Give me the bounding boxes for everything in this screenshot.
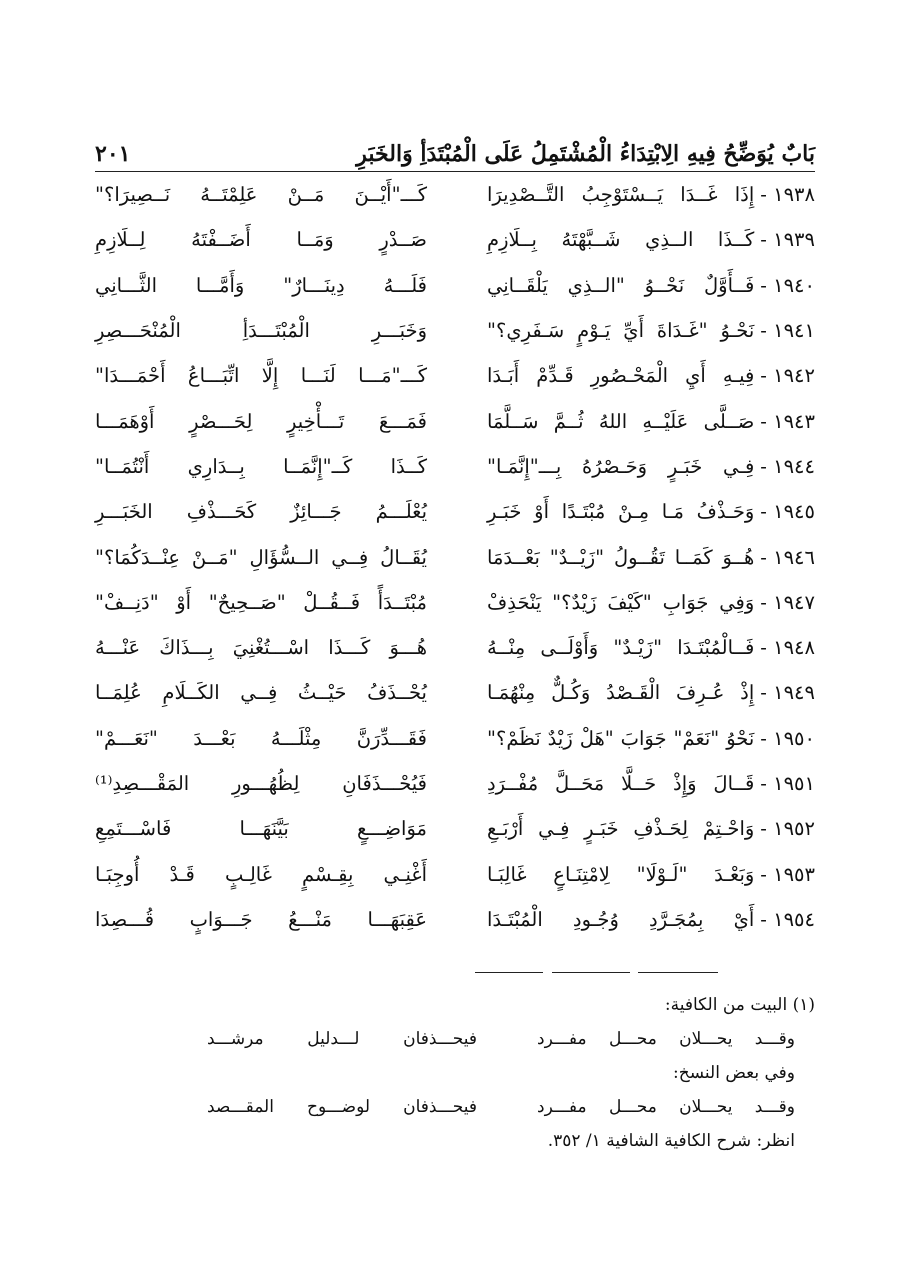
footnote-verse-second: فيحـــذفان لـــدليل مرشـــد <box>207 1029 477 1049</box>
verse-first-hemistich <box>487 681 815 704</box>
verse-1953 <box>95 851 815 896</box>
footnote-divider <box>475 972 543 973</box>
verse-number: ١٩٤١ - <box>760 319 815 343</box>
verse-first-hemistich <box>487 183 815 206</box>
first-hemistich-text: فِيـهِ أَيِ الْمَحْـصُورِ قَـدِّمْ أَبَـدَا <box>487 364 755 388</box>
second-hemistich-text: كَـــ"أَيْــنَ مَــنْ عَلِمْتَــهُ نَــصِيرَا؟" <box>95 183 427 207</box>
second-hemistich-text: صَــدْرٍ وَمَــا أَضَــفْتَهُ لِــلَازِمِ <box>95 228 427 252</box>
verse-1950 <box>95 716 815 761</box>
first-hemistich-text: فِـي خَبَـرٍ وَحَـصْرُهُ بِـــ"إِنَّمَـا" <box>487 454 755 478</box>
verse-number: ١٩٤٠ - <box>760 273 815 297</box>
second-hemistich-text: أَغْنِـي بِقِـسْمٍ غَالِـبٍ قَـدْ أُوجِبَـا <box>95 862 427 886</box>
verse-first-hemistich <box>487 546 815 569</box>
footnote-verse-second: فيحـــذفان لوضـــوح المقـــصد <box>207 1097 477 1117</box>
verse-first-hemistich <box>487 455 815 478</box>
verse-number: ١٩٤٤ - <box>760 454 815 478</box>
verse-first-hemistich <box>487 863 815 886</box>
verse-1944 <box>95 444 815 489</box>
verse-first-hemistich <box>487 319 815 342</box>
verse-1952 <box>95 806 815 851</box>
verse-first-hemistich <box>487 772 815 795</box>
verse-number: ١٩٤٣ - <box>760 409 815 433</box>
footnote-verse <box>95 1022 815 1056</box>
verse-number: ١٩٤٩ - <box>760 681 815 705</box>
second-hemistich-text: فَلَـــهُ دِينَـــارٌ" وَأَمَّـــا الثَّـــانِي <box>95 273 427 297</box>
first-hemistich-text: وَبَعْـدَ "لَـوْلَا" لِامْتِنَـاعٍ غَالِبَـا <box>487 862 755 886</box>
first-hemistich-text: قَــالَ وَإِذْ حَــلَّا مَحَــلَّ مُفْــرَدِ <box>487 772 755 795</box>
footnote-variant-label: وفي بعض النسخ: <box>673 1063 795 1083</box>
second-hemistich-text: كَـــ"مَـــا لَنَـــا إِلَّا اتِّبَـــاعُ أَحْمَـــدَا" <box>95 364 427 388</box>
verse-first-hemistich <box>487 727 815 750</box>
verse-1941 <box>95 308 815 353</box>
verse-first-hemistich <box>487 817 815 840</box>
page-number: ٢٠١ <box>95 141 131 167</box>
verse-1949 <box>95 670 815 715</box>
verse-1942 <box>95 353 815 398</box>
verse-number: ١٩٣٨ - <box>760 183 815 207</box>
verse-first-hemistich <box>487 908 815 931</box>
footnote-divider <box>638 972 718 973</box>
second-hemistich-text: عَقِبَهَـــا مَنْـــعُ جَـــوَابٍ قُـــصِدَا <box>95 907 427 931</box>
footnote-intro: (١) البيت من الكافية: <box>664 995 815 1015</box>
verse-1943 <box>95 398 815 443</box>
footnote-verse-first: وقـــد يحـــلان محـــل مفـــرد <box>537 1029 795 1049</box>
footnote-reference: انظر: شرح الكافية الشافية ١/ ٣٥٢. <box>547 1131 795 1151</box>
verse-1939 <box>95 217 815 262</box>
second-hemistich-text: فَيُحْـــذَفَانِ لِظُهُـــورِ المَقْـــصِدِ⁽¹⁾ <box>95 772 427 795</box>
verse-1954 <box>95 897 815 942</box>
first-hemistich-text: نَحْـوُ "غَـدَاةَ أَيِّ يَـوْمٍ سَـفَرِي؟" <box>487 319 755 343</box>
verse-1945 <box>95 489 815 534</box>
first-hemistich-text: وَحَـذْفُ مَـا مِـنْ مُبْتَـدًا أَوْ خَبَـرِ <box>487 500 755 524</box>
verse-number: ١٩٤٦ - <box>760 545 815 569</box>
second-hemistich-text: كَــذَا كَــ"إِنَّمَــا بِــدَارِي أَنْتُمَــا" <box>95 454 427 478</box>
verse-number: ١٩٤٢ - <box>760 364 815 388</box>
verse-1948 <box>95 625 815 670</box>
footnote-verse-variant <box>95 1090 815 1124</box>
second-hemistich-text: مَوَاضِـــعٍ بَيَّنَهَـــا فَاسْـــتَمِعِ <box>95 817 427 841</box>
second-hemistich-text: فَمَـــعَ تَـــأْخِيرٍ لِحَـــصْرٍ أَوْهَمَـــا <box>95 409 427 433</box>
verse-1940 <box>95 263 815 308</box>
verse-number: ١٩٥٤ - <box>760 907 815 931</box>
second-hemistich-text: هُـــوَ كَـــذَا اسْـــتُغْنِيَ بِـــذَاكَ عَنْـــهُ <box>95 636 427 660</box>
verse-1947 <box>95 580 815 625</box>
verse-first-hemistich <box>487 410 815 433</box>
first-hemistich-text: نَحْوُ "نَعَمْ" جَوَابَ "هَلْ زَيْدٌ نَظَمْ؟" <box>487 726 755 750</box>
second-hemistich-text: يُحْــذَفُ حَيْــثُ فِــي الكَــلَامِ عُلِمَــا <box>95 681 427 705</box>
page-header <box>95 133 815 172</box>
footnote-verse-first: وقـــد يحـــلان محـــل مفـــرد <box>537 1097 795 1117</box>
verse-first-hemistich <box>487 591 815 614</box>
first-hemistich-text: هُــوَ كَمَــا تَقُــولُ "زَيْــدٌ" بَعْــدَمَا <box>487 545 755 569</box>
chapter-title: بَابٌ يُوَضِّحُ فِيهِ الِابْتِدَاءُ الْمُشْتَمِلُ عَلَى الْمُبْتَدَأِ وَالخَبَرِ <box>356 141 815 167</box>
second-hemistich-text: مُبْتَــدَأً فَــقُــلْ "صَــحِيحٌ" أَوْ "دَنِــفْ" <box>95 590 427 614</box>
verse-first-hemistich <box>487 364 815 387</box>
verse-number: ١٩٥٠ - <box>760 726 815 750</box>
second-hemistich-text: يُعْلَـــمُ جَـــائِزٌ كَحَـــذْفِ الخَبَـــرِ <box>95 500 427 524</box>
first-hemistich-text: صَــلَّى عَلَيْــهِ اللهُ ثُــمَّ سَــلَّمَا <box>487 409 755 433</box>
footnote-divider <box>552 972 630 973</box>
verse-first-hemistich <box>487 636 815 659</box>
first-hemistich-text: إِذَا غَــدَا يَــسْتَوْجِبُ التَّــصْدِيرَا <box>487 183 755 207</box>
first-hemistich-text: وَاحْـتِمْ لِحَـذْفِ خَبَـرٍ فِـي أَرْبَـعِ <box>487 817 755 841</box>
verse-first-hemistich <box>487 274 815 297</box>
verse-1938 <box>95 172 815 217</box>
first-hemistich-text: إِذْ عُـرِفَ الْقَـصْدُ وَكُـلٌّ مِنْهُمَـا <box>487 681 755 705</box>
first-hemistich-text: أَيْ بِمُجَـرَّدِ وُجُـودِ الْمُبْتَـدَا <box>487 907 755 931</box>
verse-number: ١٩٥٣ - <box>760 862 815 886</box>
verse-first-hemistich <box>487 500 815 523</box>
verse-1946 <box>95 534 815 579</box>
verse-number: ١٩٥٢ - <box>760 817 815 841</box>
verse-number: ١٩٣٩ - <box>760 228 815 252</box>
verse-first-hemistich <box>487 228 815 251</box>
first-hemistich-text: فَــأَوَّلٌ نَحْــوُ "الــذِي يَلْقَــانِي <box>487 273 755 297</box>
verse-number: ١٩٤٧ - <box>760 590 815 614</box>
second-hemistich-text: وَخَبَـــرِ الْمُبْتَـــدَأِ الْمُنْحَـــصِرِ <box>95 319 427 343</box>
first-hemistich-text: كَــذَا الــذِي شَــبَّهْتَهُ بِــلَازِمِ <box>487 228 755 252</box>
second-hemistich-text: يُقَــالُ فِــي الــسُّؤَالِ "مَــنْ عِنْــدَكُمَا؟" <box>95 545 427 569</box>
footnotes <box>95 988 815 1158</box>
verse-number: ١٩٥١ - <box>760 772 815 795</box>
first-hemistich-text: وَفِي جَوَابِ "كَيْفَ زَيْدٌ؟" يَنْحَذِفْ <box>487 590 755 614</box>
second-hemistich-text: فَقَـــدِّرَنَّ مِثْلَـــهُ بَعْـــدَ "نَعَـــمْ" <box>95 726 427 750</box>
verse-number: ١٩٤٨ - <box>760 636 815 660</box>
verse-number: ١٩٤٥ - <box>760 500 815 524</box>
first-hemistich-text: فَــالْمُبْتَـدَا "زَيْـدٌ" وَأَوْلَــى مِنْــهُ <box>487 636 755 660</box>
verse-1951 <box>95 761 815 806</box>
poem-verses <box>95 172 815 942</box>
